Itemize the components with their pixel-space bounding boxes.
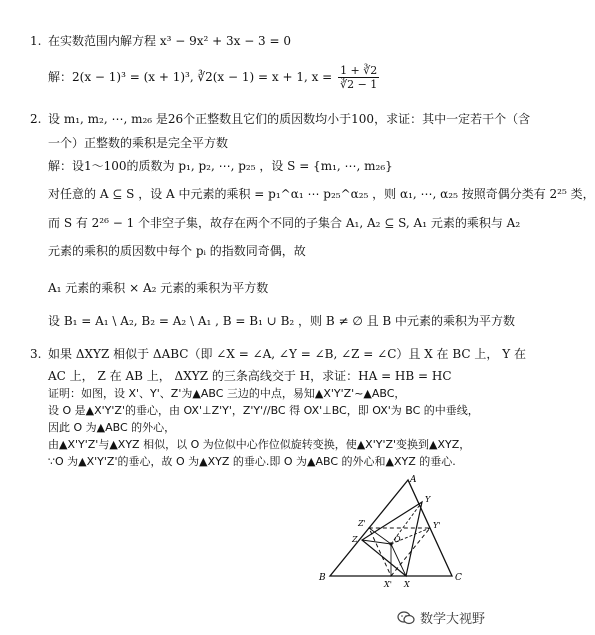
- problem-1-statement: 在实数范围内解方程 x³ − 9x² + 3x − 3 = 0: [48, 34, 292, 48]
- problem-3-line-2: AC 上， Z 在 AB 上， ΔXYZ 的三条高线交于 H，求证：HA = HB = HC: [48, 369, 452, 383]
- point-o: [389, 542, 392, 545]
- problem-2-line-5: 而 S 有 2²⁶ − 1 个非空子集，故存在两个不同的子集合 A₁, A₂ ⊆ S, A₁ 元素的乘积与 A₂: [48, 216, 521, 230]
- label-z: Z: [352, 535, 358, 544]
- label-o: O: [394, 535, 401, 544]
- label-c: C: [455, 573, 462, 583]
- problem-2-line-1: 设 m₁, m₂, ⋯, m₂₆ 是26个正整数且它们的质因数均小于100，求证：其中一定若干个（含: [48, 112, 531, 126]
- problem-2-line-7: A₁ 元素的乘积 × A₂ 元素的乘积为平方数: [48, 281, 269, 295]
- watermark-text: 数学大视野: [419, 612, 485, 627]
- problem-1-number: 1.: [30, 34, 42, 48]
- triangle-figure: [316, 470, 476, 594]
- problem-1-solution-text: 解：2(x − 1)³ = (x + 1)³, ∛2(x − 1) = x + 1, x =: [48, 70, 333, 84]
- problem-2-number: 2.: [30, 112, 42, 126]
- problem-2-line-6: 元素的乘积的质因数中每个 pᵢ 的指数同奇偶，故: [48, 244, 306, 258]
- label-x: X: [404, 580, 410, 589]
- problem-3-line-4: 设 O 是▲X'Y'Z'的垂心，由 OX'⊥Z'Y'，Z'Y'//BC 得 OX'⊥BC，即 OX'为 BC 的中垂线，: [48, 404, 479, 417]
- problem-1-fraction: [338, 64, 379, 91]
- watermark: [397, 608, 485, 627]
- problem-3-line-7: ∵O 为▲X'Y'Z'的垂心，故 O 为▲XYZ 的垂心.即 O 为▲ABC 的外心和▲XYZ 的垂心.: [48, 455, 456, 468]
- triangle-figure-svg: [316, 470, 476, 590]
- wechat-icon: [397, 611, 415, 625]
- label-zprime: Z': [358, 519, 366, 528]
- fraction-numerator: 1 + ∛2: [340, 64, 378, 77]
- label-b: B: [319, 573, 326, 583]
- problem-1-solution: [48, 64, 381, 91]
- problem-3-line-5: 因此 O 为▲ABC 的外心，: [48, 421, 176, 434]
- label-y: Y: [425, 495, 431, 504]
- problem-3-line-1: 如果 ΔXYZ 相似于 ΔABC（即 ∠X = ∠A, ∠Y = ∠B, ∠Z = ∠C）且 X 在 BC 上， Y 在: [48, 347, 526, 361]
- problem-3-line-3: 证明：如图，设 X'、Y'、Z'为▲ABC 三边的中点，易知▲X'Y'Z'~▲ABC，: [48, 387, 406, 400]
- label-yprime: Y': [433, 521, 441, 530]
- problem-2-line-3: 解：设1～100的质数为 p₁, p₂, ⋯, p₂₅ ，设 S = {m₁, ⋯, m₂₆}: [48, 159, 393, 173]
- fraction-denominator: ∛2 − 1: [340, 78, 378, 91]
- line-o-x: [391, 544, 406, 576]
- problem-3-line-6: 由▲X'Y'Z'与▲XYZ 相似，以 O 为位似中心作位似旋转变换，使▲X'Y'Z'变换到▲XYZ，: [48, 438, 471, 451]
- label-xprime: X': [384, 580, 392, 589]
- problem-2-line-4: 对任意的 A ⊆ S ，设 A 中元素的乘积 = p₁^α₁ ⋯ p₂₅^α₂₅ ，则 α₁, ⋯, α₂₅ 按照奇偶分类有 2²⁵ 类，: [48, 187, 595, 201]
- problem-2-line-2: 一个）正整数的乘积是完全平方数: [48, 136, 229, 150]
- label-a: A: [410, 475, 417, 485]
- problem-2-line-8: 设 B₁ = A₁ \ A₂, B₂ = A₂ \ A₁ , B = B₁ ∪ B₂ ，则 B ≠ ∅ 且 B 中元素的乘积为平方数: [48, 314, 516, 328]
- triangle-xyz: [362, 502, 422, 576]
- problem-3-number: 3.: [30, 347, 42, 361]
